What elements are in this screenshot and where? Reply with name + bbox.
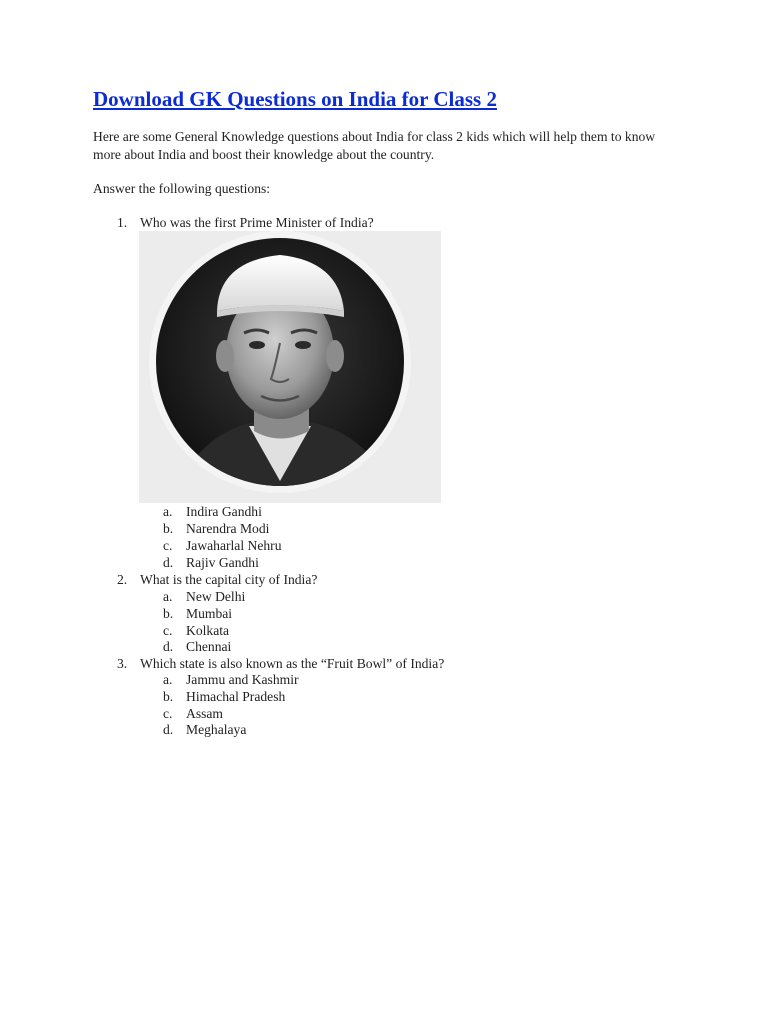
option-text: Chennai bbox=[186, 639, 232, 654]
q3-option-c bbox=[163, 705, 223, 722]
q1-option-a bbox=[163, 503, 262, 520]
question-number: 1. bbox=[117, 215, 128, 230]
option-text: Himachal Pradesh bbox=[186, 689, 286, 704]
option-letter: a. bbox=[163, 672, 173, 687]
option-letter: d. bbox=[163, 555, 174, 570]
option-text: Jammu and Kashmir bbox=[186, 672, 299, 687]
q2-option-a bbox=[163, 588, 245, 605]
q3-option-b bbox=[163, 688, 285, 705]
question-3 bbox=[117, 655, 444, 672]
option-letter: c. bbox=[163, 706, 173, 721]
option-letter: b. bbox=[163, 521, 174, 536]
option-letter: a. bbox=[163, 504, 173, 519]
option-text: Rajiv Gandhi bbox=[186, 555, 259, 570]
option-letter: b. bbox=[163, 606, 174, 621]
option-text: Mumbai bbox=[186, 606, 233, 621]
portrait-image bbox=[139, 231, 441, 503]
option-text: Jawaharlal Nehru bbox=[186, 538, 282, 553]
q1-option-d bbox=[163, 554, 259, 571]
option-text: Narendra Modi bbox=[186, 521, 270, 536]
q3-option-a bbox=[163, 671, 299, 688]
option-text: New Delhi bbox=[186, 589, 246, 604]
instruction-text: Answer the following questions: bbox=[93, 181, 271, 196]
option-letter: c. bbox=[163, 538, 173, 553]
q2-option-c bbox=[163, 622, 229, 639]
option-letter: d. bbox=[163, 722, 174, 737]
question-number: 3. bbox=[117, 656, 128, 671]
q3-option-d bbox=[163, 721, 246, 738]
q2-option-b bbox=[163, 605, 232, 622]
question-text: Which state is also known as the “Fruit Bowl” of India? bbox=[140, 656, 445, 671]
question-1 bbox=[117, 214, 374, 231]
intro-paragraph: Here are some General Knowledge questions about India for class 2 kids which will help them to know more about India and boost their knowledge about the country. bbox=[93, 129, 656, 162]
question-text: Who was the first Prime Minister of India? bbox=[140, 215, 374, 230]
question-number: 2. bbox=[117, 572, 128, 587]
option-text: Assam bbox=[186, 706, 224, 721]
question-2 bbox=[117, 571, 317, 588]
option-text: Meghalaya bbox=[186, 722, 247, 737]
q1-option-b bbox=[163, 520, 269, 537]
option-letter: c. bbox=[163, 623, 173, 638]
option-letter: b. bbox=[163, 689, 174, 704]
q1-option-c bbox=[163, 537, 282, 554]
option-text: Kolkata bbox=[186, 623, 230, 638]
document-title-link[interactable]: Download GK Questions on India for Class 2 bbox=[93, 87, 497, 111]
option-text: Indira Gandhi bbox=[186, 504, 262, 519]
question-text: What is the capital city of India? bbox=[140, 572, 318, 587]
q2-option-d bbox=[163, 638, 231, 655]
option-letter: a. bbox=[163, 589, 173, 604]
option-letter: d. bbox=[163, 639, 174, 654]
nehru-portrait-illustration bbox=[139, 231, 441, 503]
